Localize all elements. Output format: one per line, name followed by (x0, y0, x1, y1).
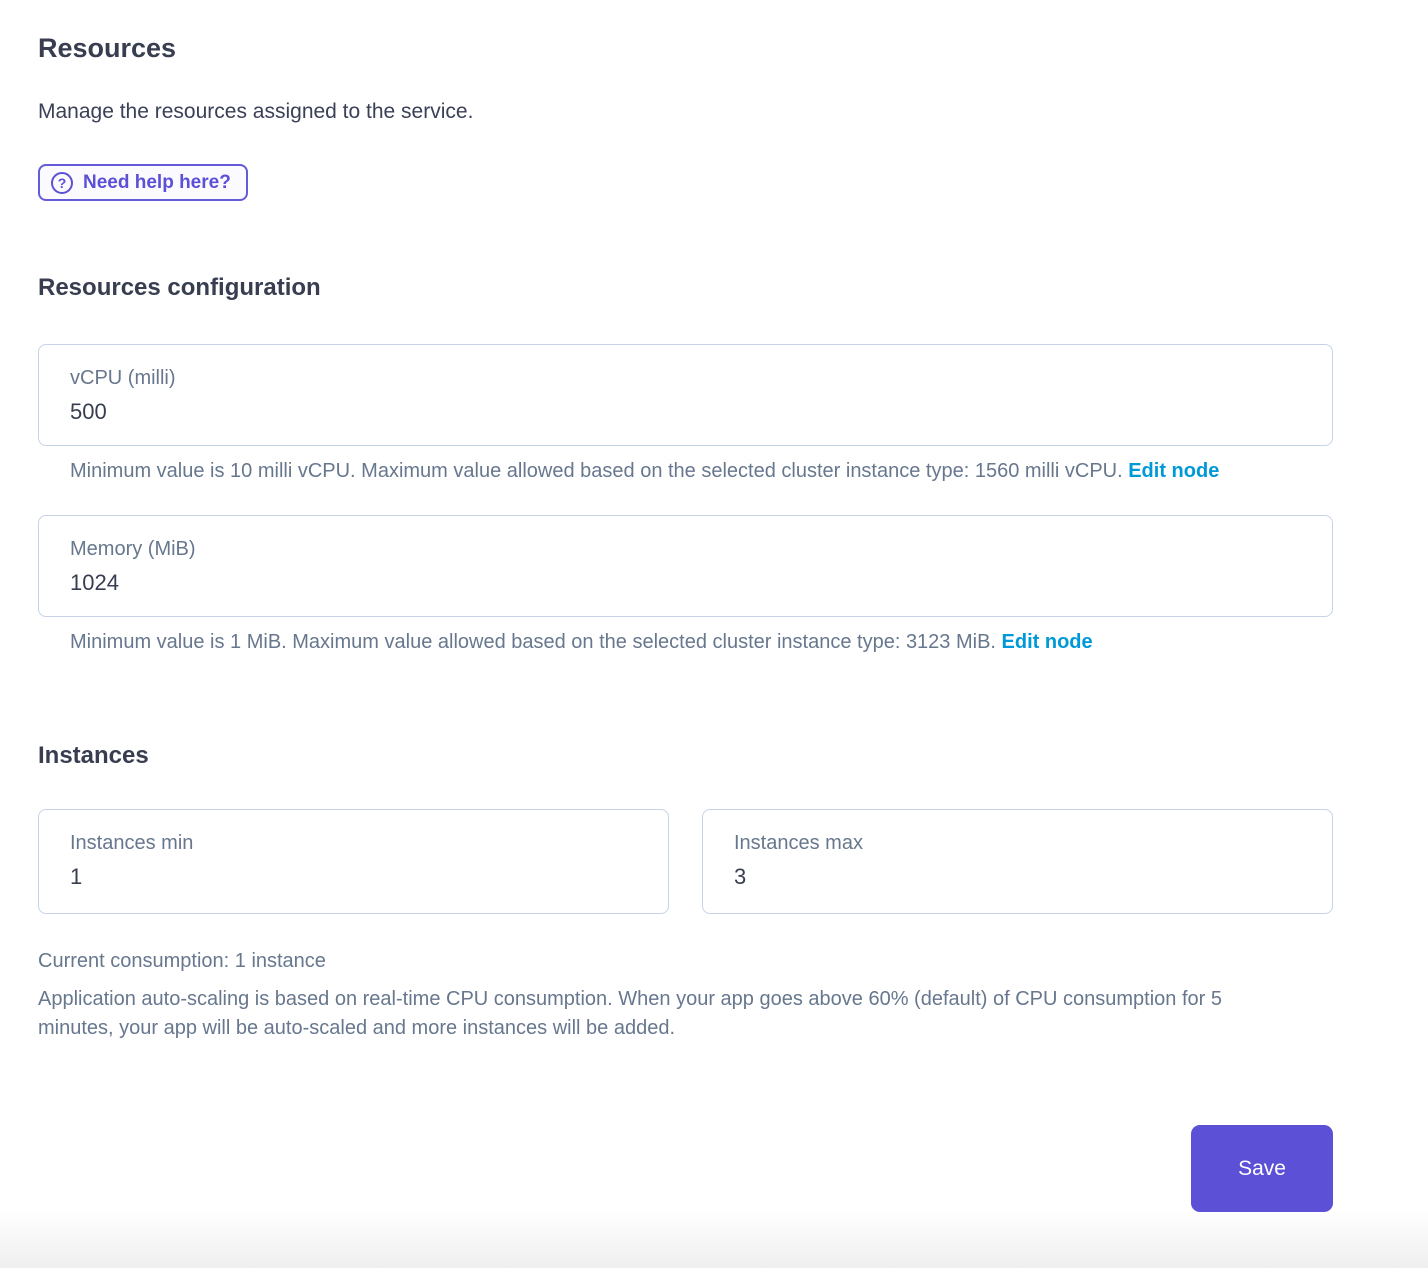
memory-field[interactable] (38, 515, 1333, 617)
question-circle-icon: ? (51, 172, 73, 194)
save-button[interactable]: Save (1191, 1125, 1333, 1212)
memory-input[interactable] (70, 570, 1302, 596)
instances-min-input[interactable] (70, 864, 638, 890)
vcpu-field[interactable] (38, 344, 1333, 446)
vcpu-hint (70, 456, 1280, 487)
memory-hint (70, 627, 1280, 658)
instances-min-field[interactable] (38, 809, 669, 914)
vcpu-input[interactable] (70, 399, 1302, 425)
resources-configuration-heading: Resources configuration (38, 274, 321, 301)
instances-heading: Instances (38, 742, 149, 769)
need-help-label: Need help here? (83, 171, 231, 193)
bottom-scroll-fade (0, 1210, 1428, 1268)
memory-edit-node-link[interactable]: Edit node (1001, 631, 1093, 653)
instances-max-label: Instances max (734, 832, 863, 854)
instances-row (38, 809, 1333, 914)
current-consumption-text: Current consumption: 1 instance (38, 950, 326, 972)
save-row (38, 1125, 1333, 1212)
vcpu-hint-text: Minimum value is 10 milli vCPU. Maximum value allowed based on the selected cluster instance type: 1560 milli vCPU. (70, 460, 1129, 482)
page-title: Resources (38, 33, 177, 63)
page-subtitle: Manage the resources assigned to the service. (38, 100, 474, 123)
instances-min-label: Instances min (70, 832, 194, 854)
memory-hint-text: Minimum value is 1 MiB. Maximum value allowed based on the selected cluster instance type: 3123 MiB. (70, 631, 1002, 653)
need-help-button[interactable] (38, 164, 248, 201)
vcpu-label: vCPU (milli) (70, 367, 176, 389)
instances-max-input[interactable] (734, 864, 1302, 890)
instances-max-field[interactable] (702, 809, 1333, 914)
memory-label: Memory (MiB) (70, 538, 196, 560)
autoscaling-note: Application auto-scaling is based on real-time CPU consumption. When your app goes above 60% (default) of CPU consumption for 5 minutes, your app will be auto-scaled and more instances will be added. (38, 988, 1222, 1039)
vcpu-edit-node-link[interactable]: Edit node (1128, 460, 1220, 482)
